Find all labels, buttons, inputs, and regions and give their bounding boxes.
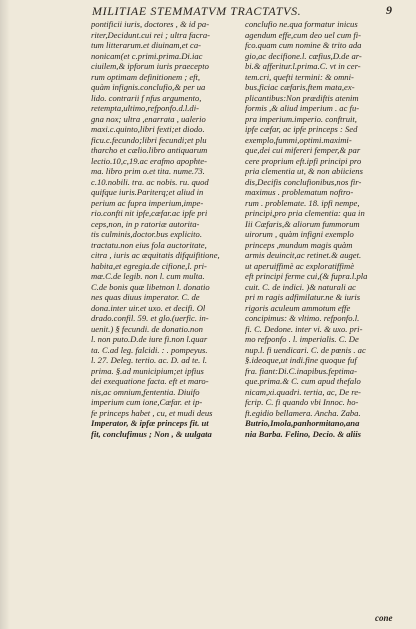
- text-line: dis,Decifis conclufionibus,nos fir-: [245, 176, 362, 187]
- text-column-right: [245, 19, 401, 439]
- text-line: rum optimam definitionem ; eft,: [91, 71, 201, 82]
- text-line: tractatu.non eius fola auctoritate,: [91, 239, 207, 250]
- text-line: ta. C.ad leg. falcidi. : . pompeyus.: [91, 344, 208, 355]
- text-line: l. 27. Deleg. tertio. ac. D. ad te. l.: [91, 355, 207, 365]
- text-line: armis deuincit,ac retinet.& auget.: [245, 250, 362, 260]
- text-line: prima. §.ad municipium;et ipfius: [91, 365, 204, 376]
- text-line: §.ideoque,ut indi.fine quoque fuf: [245, 355, 357, 365]
- text-line: lectio.10,c,19.ac erafmo apophte-: [91, 155, 207, 166]
- text-line: pria clementia ut, & non abiiciens: [245, 166, 363, 176]
- text-line: pri m ragis adfimilatur.ne & iuris: [245, 292, 361, 302]
- text-line: concipimus: & vltimo. refponfo.l.: [245, 313, 360, 323]
- text-line: fe princeps habet , cu, et mudi deus: [91, 407, 213, 418]
- text-line: tem.cri, quefti termini: & omni-: [245, 71, 354, 82]
- text-column-left: [91, 19, 241, 439]
- text-line: drado.confil. 59. et glo.(uerfic. in-: [91, 313, 209, 323]
- text-line: gio,ac decifione.l. cæfius,D.de ar-: [245, 50, 362, 61]
- text-line: nicam,xi.quadri. tertia, ac, De re-: [245, 386, 361, 397]
- gutter-shadow: [0, 0, 10, 629]
- text-line: ma. libro prim o.et tita. nume.73.: [91, 166, 205, 176]
- text-line: principi,pro pria clementia: qua in: [245, 208, 365, 218]
- running-head: MILITIAE STEMMATVM TRACTATVS.: [92, 4, 302, 18]
- text-line: exemplo,fummi,optimi.maximi-: [245, 134, 352, 145]
- text-line: nis,ac omnium,fententia. Diuifo: [91, 386, 200, 397]
- text-line: que.prima.& C. cum apud thefalo: [245, 376, 361, 386]
- text-line: uirorum , quàm infigni exemplo: [245, 229, 354, 239]
- text-line: tum litterarum.et diuinam,et ca-: [91, 40, 202, 50]
- text-line: conclufio ne.qua formatur inicus: [245, 19, 358, 29]
- text-line: agendum effe,cum deo uel cum fi-: [245, 29, 361, 40]
- text-line: rum . problemate. 18. ipfi nempe,: [245, 197, 360, 208]
- text-line: tis culminis,doctor.bus explicito.: [91, 229, 202, 239]
- text-line: mæ.C.de legib. non l. cum multa.: [91, 271, 205, 281]
- text-line: fco.quam cum nomine & trito ada: [245, 40, 362, 50]
- text-line: cuit. C. de indici. )& naturali ac: [245, 281, 356, 292]
- text-line: pontificii iuris, doctores , & id pa-: [91, 19, 210, 29]
- text-line: Iii Cæfaris,& aliorum fummorum: [245, 218, 360, 229]
- text-line: cere proprium eft.ipfi principi pro: [245, 155, 362, 166]
- text-line: rio.confti nit ipfe,cæfar.ac ipfe pri: [91, 208, 208, 218]
- text-line: perium ac fupra imperium,impe-: [91, 197, 204, 208]
- text-line: princeps ,mundum magis quàm: [245, 239, 353, 250]
- text-line: Imperator, & ipfæ princeps fit. ut: [91, 418, 209, 428]
- text-line: ipfe cæfar, ac ipfe princeps : Sed: [245, 124, 358, 134]
- catchword: cone: [375, 613, 393, 623]
- text-line: l. non puto.D.de iure fi.non l.quar: [91, 334, 208, 344]
- text-line: nia Barba. Felino, Decio. & aliis: [245, 428, 362, 439]
- text-line: ft.egidio bellamera. Ancha. Zaba.: [245, 407, 361, 418]
- text-line: lido. contrarii f nfus argumento,: [91, 92, 202, 103]
- text-line: fra. fiant:Di.C.inapibus.feptima-: [245, 365, 357, 376]
- text-line: C.de bonis quæ libetnon l. donatio: [91, 281, 210, 292]
- text-line: bi.& afferitur.l.prima.C. vt in cer-: [245, 61, 361, 71]
- text-line: riter,Decidunt.cui rei ; ultra facra-: [91, 29, 211, 40]
- text-line: nes quas diuus imperator. C. de: [91, 292, 200, 302]
- text-line: maximus . problematum noftro-: [245, 187, 354, 197]
- text-line: gna nox; ultra ,enarrata , ualerio: [91, 113, 206, 124]
- text-line: rigoris aculeum ammotum effe: [245, 302, 351, 313]
- folio-number: 9: [386, 3, 392, 17]
- page-header: [92, 4, 392, 18]
- text-line: fit, conclufimus ; Non , & uulgata: [91, 428, 212, 439]
- text-line: Butrio,Imola,panhormitano,ana: [245, 418, 360, 428]
- text-line: habita,et egregia.de cifione,l. pri-: [91, 260, 207, 271]
- text-line: nonicam(et c.primi.prima.Di.iac: [91, 50, 203, 61]
- text-line: eft principi ferme cui,(& fupra.l.pla: [245, 271, 368, 281]
- text-line: nup.l. fi uendicari. C. de pœnis . ac: [245, 344, 366, 355]
- text-line: retempta,ultimo,refponfo.d.l.di-: [91, 103, 199, 113]
- text-line: formis ,& aliud imperium . ac fu-: [245, 103, 360, 113]
- text-line: ficu.c.fecundo;libri fecundi;et plu: [91, 134, 207, 145]
- text-line: bus,ficiac cæfaris,ftem mata,ex-: [245, 82, 355, 92]
- text-line: quàm infignis.conclufio,& per ua: [91, 82, 206, 92]
- text-line: que,dei cui mifereri femper,& par: [245, 145, 361, 155]
- text-line: ciuilem,& ipforum iuris praecepto: [91, 61, 209, 71]
- text-line: dona.inter uir.et uxo. et decifi. Ol: [91, 302, 206, 313]
- text-line: citra , iuris ac æquitatis difquifitione,: [91, 250, 220, 260]
- text-line: c.10.nobili. tra. ac nobis. ru. quod: [91, 176, 209, 187]
- text-line: quifque iuris.Pariterq;et aliud in: [91, 187, 204, 197]
- text-line: ceps,non, in p ratoriæ autorita-: [91, 218, 200, 229]
- text-line: tharcho et cælio.libro antiquarum: [91, 145, 208, 155]
- text-line: pra imperium.imperio. conftruit,: [245, 113, 357, 124]
- text-line: dei exequatione facta. eft et maro-: [91, 376, 209, 386]
- text-line: plicantibus:Non prædiftis atenim: [245, 92, 359, 103]
- text-line: imperium cum ione,Cæfar. et ip-: [91, 397, 203, 407]
- text-line: uenit.) § fecundi. de donatio.non: [91, 323, 203, 334]
- text-line: mo refponfo . l. imperialis. C. De: [245, 334, 359, 344]
- text-line: fcrip. C. fi quando vbi Innoc. ho-: [245, 397, 359, 407]
- text-line: fi. C. Dedone. inter vi. & uxo. pri-: [245, 323, 363, 334]
- text-line: maxi.c.quinto,libri fexti;et diodo.: [91, 124, 205, 134]
- text-line: ut aperuiffimè ac exploratiffimè: [245, 260, 355, 271]
